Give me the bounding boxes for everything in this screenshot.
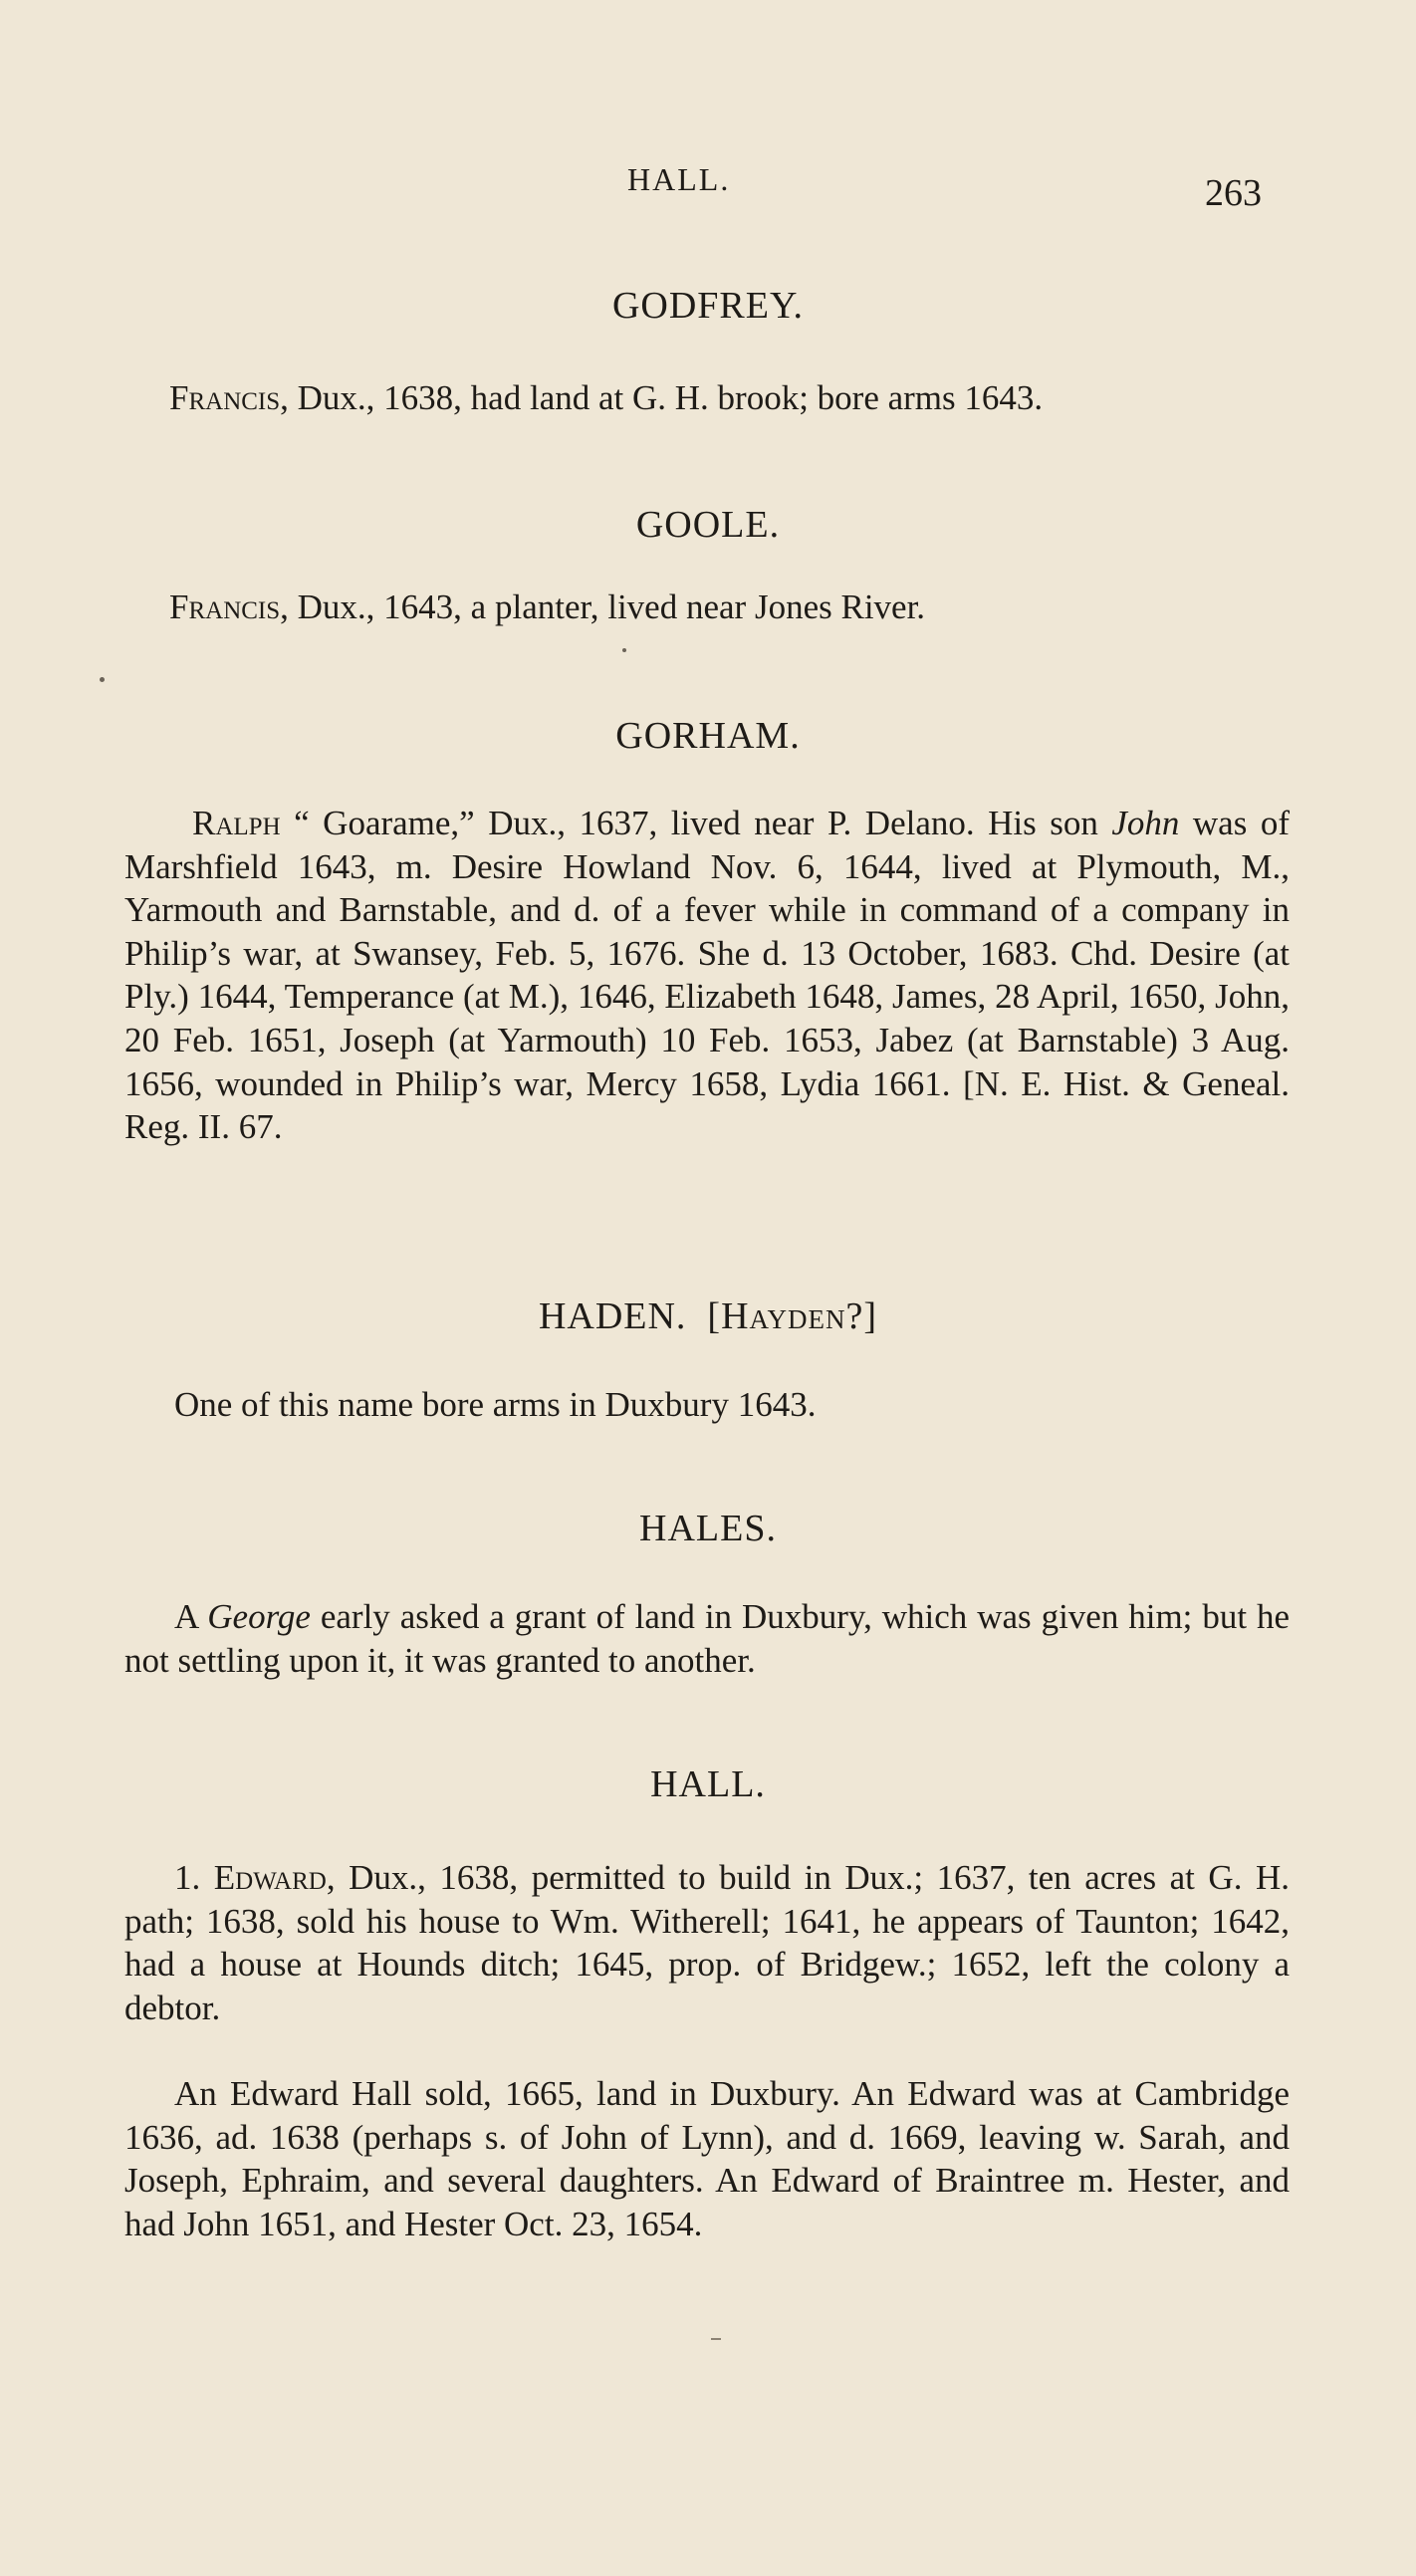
entry-text: , Dux., 1638, had land at G. H. brook; bore arms 1643. [280, 378, 1044, 417]
entry-goole [124, 585, 1290, 629]
entry-haden: One of this name bore arms in Duxbury 1643. [174, 1385, 817, 1424]
entry-name: Francis [169, 587, 281, 626]
entry-text: , Dux., 1643, a planter, lived near Jones River. [280, 587, 926, 626]
entry-godfrey [124, 376, 1290, 420]
print-speck [622, 648, 626, 652]
heading-hall: HALL. [650, 1763, 766, 1805]
page-number: 263 [1205, 172, 1262, 214]
running-head: HALL. [627, 161, 731, 197]
entry-name: Ralph [192, 804, 281, 842]
entry-text: “ Goarame,” Dux., 1637, lived near P. Delano. His son [280, 804, 1112, 842]
heading-haden-name: HADEN. [538, 1295, 687, 1337]
entry-name: George [207, 1597, 311, 1636]
print-speck [100, 677, 105, 682]
print-mark [711, 2338, 721, 2340]
entry-name: Francis [169, 378, 281, 417]
entry-number: 1. [174, 1858, 214, 1897]
heading-godfrey: GODFREY. [611, 285, 805, 327]
entry-text: , Dux., 1638, permitted to build in Dux.; 1637, ten acres at G. H. path; 1638, sold his house to Wm. Witherell; 1641, he appears of Taunton; 1642, had a house at Hounds ditch; 1645, prop. of Bridgew.; 1652, left the colony a debtor. [124, 1858, 1291, 2027]
entry-hall-others: An Edward Hall sold, 1665, land in Duxbury. An Edward was at Cambridge 1636, ad. 1638 (perhaps s. of John of Lynn), and d. 1669, leaving w. Sarah, and Joseph, Ephraim, and several daughters. An Edward of Braintree m. Hester, and had John 1651, and Hester Oct. 23, 1654. [124, 2074, 1290, 2243]
entry-name: Edward [213, 1858, 327, 1897]
entry-hales [124, 1595, 1290, 1682]
heading-haden [0, 1294, 1416, 1338]
entry-hall-edward [124, 1856, 1290, 2029]
heading-gorham: GORHAM. [615, 715, 801, 757]
entry-text: early asked a grant of land in Duxbury, which was given him; but he not settling upon it, it was granted to another. [124, 1597, 1290, 1680]
entry-gorham [124, 802, 1290, 1149]
heading-goole: GOOLE. [635, 504, 781, 546]
entry-text: A [174, 1597, 208, 1636]
heading-hales: HALES. [639, 1508, 777, 1549]
entry-text: was of Marshfield 1643, m. Desire Howland Nov. 6, 1644, lived at Plymouth, M., Yarmouth and Barnstable, and d. of a fever while in command of a company in Philip’s war, at Swansey, Feb. 5, 1676. She d. 13 October, 1683. Chd. Desire (at Ply.) 1644, Temperance (at M.), 1646, Elizabeth 1648, James, 28 April, 1650, John, 20 Feb. 1651, Joseph (at Yarmouth) 10 Feb. 1653, Jabez (at Barnstable) 3 Aug. 1656, wounded in Philip’s war, Mercy 1658, Lydia 1661. [N. E. Hist. & Geneal. Reg. II. 67. [124, 804, 1290, 1147]
heading-haden-alt: [Hayden?] [707, 1295, 878, 1337]
entry-son-name: John [1111, 804, 1180, 842]
